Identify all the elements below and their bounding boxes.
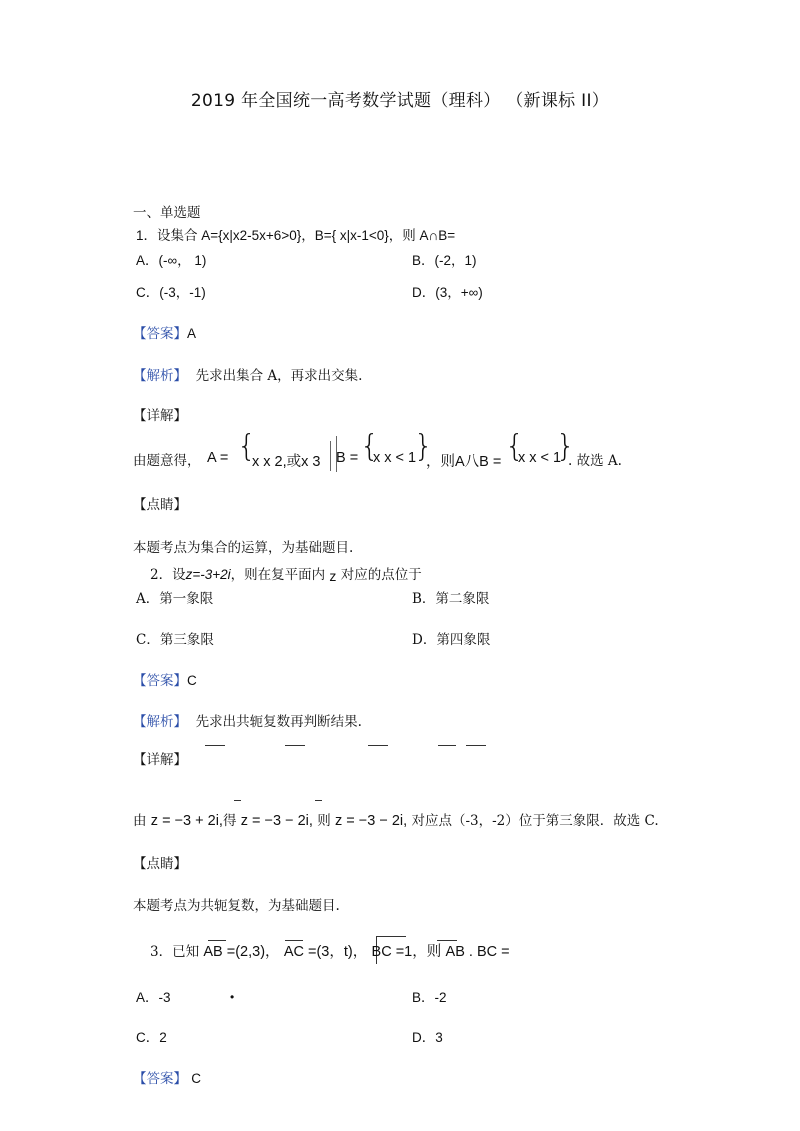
- answer-tag: 【答案】: [133, 326, 187, 342]
- q2-option-b: B．第二象限: [412, 591, 490, 607]
- analysis-tag: 【解析】: [133, 714, 187, 730]
- q2-detail-line: [133, 813, 659, 829]
- q1-set2: x x < 1: [373, 450, 417, 466]
- q3-stem-prefix: 3．已知: [150, 944, 200, 960]
- q2-answer: [133, 673, 197, 689]
- q3-option-c: C．2: [136, 1030, 167, 1045]
- q1-option-c: C．(-3，-1): [136, 285, 206, 300]
- q3-stem-dot: AB . BC =: [445, 944, 510, 960]
- q1-set3: x x < 1: [518, 450, 562, 466]
- q2-stem-mid: ，则在复平面内: [230, 567, 326, 583]
- q2-stem-var: z: [329, 568, 337, 584]
- analysis-text: 先求出集合 A，再求出交集.: [195, 368, 363, 384]
- answer-tag: 【答案】: [133, 673, 187, 689]
- q3-stem-ab: AB =(2,3)，: [203, 944, 280, 960]
- q1-detail-end: . 故选 A.: [568, 453, 622, 469]
- answer-value: C: [187, 673, 197, 688]
- vector-bar: [437, 940, 457, 941]
- q2-eq2: z = −3 − 2i,: [240, 813, 313, 829]
- left-brace-icon: {: [237, 429, 257, 464]
- q2-stem-prefix: 2．设: [150, 567, 186, 583]
- q3-option-a: A．-3: [136, 990, 171, 1005]
- stray-overline: [205, 745, 225, 746]
- stray-dot: •: [230, 990, 235, 1004]
- q3-stem: [150, 944, 510, 960]
- q3-stem-ac: AC =(3，t)，: [283, 944, 368, 960]
- q2-option-d: D．第四象限: [412, 632, 491, 648]
- right-brace-icon: }: [414, 429, 434, 464]
- q2-comment: 本题考点为共轭复数，为基础题目.: [133, 898, 340, 914]
- vector-bar: [285, 940, 303, 941]
- conjugate-bar: [234, 800, 241, 801]
- q1-detail-prefix: 由题意得，: [133, 453, 201, 469]
- q1-option-a: A．(-∞， 1): [136, 253, 207, 268]
- q1-analysis: [133, 368, 362, 384]
- analysis-text: 先求出共轭复数再判断结果.: [195, 714, 362, 730]
- q3-answer: [133, 1071, 201, 1087]
- q2-detail-ze: 则: [317, 813, 331, 829]
- q2-eq1: z = −3 + 2i,: [150, 813, 223, 829]
- q1-detail-b: B =: [336, 450, 359, 466]
- answer-tag: 【答案】: [133, 1071, 187, 1087]
- q1-detail-then: ，则A八B =: [426, 454, 502, 470]
- analysis-tag: 【解析】: [133, 368, 187, 384]
- q1-option-d: D．(3，+∞): [412, 285, 483, 300]
- q2-stem-z: z=-3+2i: [185, 567, 231, 582]
- q1-comment-tag: 【点睛】: [133, 497, 187, 513]
- q1-stem: 1．设集合 A={x|x2-5x+6>0}，B={ x|x-1<0}，则 A∩B=: [136, 228, 456, 243]
- conjugate-bar: [315, 800, 322, 801]
- set-separator: [330, 441, 331, 471]
- q2-option-c: C．第三象限: [136, 632, 214, 648]
- q1-comment: 本题考点为集合的运算，为基础题目.: [133, 540, 354, 556]
- q1-answer: [133, 326, 196, 342]
- q2-detail-end: 对应点（-3，-2）位于第三象限．故选 C.: [411, 813, 659, 829]
- section-heading: 一、单选题: [133, 205, 201, 221]
- q1-set1: x x 2,或x 3: [252, 454, 321, 470]
- q2-detail-de: 得: [222, 813, 237, 829]
- q1-detail-a: A =: [207, 450, 229, 466]
- stray-overline: [285, 745, 305, 746]
- answer-value: C: [191, 1071, 202, 1086]
- q3-option-d: D．3: [412, 1030, 443, 1045]
- q2-option-a: A．第一象限: [136, 591, 214, 607]
- q2-detail-you: 由: [133, 813, 147, 829]
- page-title: 2019 年全国统一高考数学试题（理科） （新课标 II）: [190, 91, 610, 111]
- q2-stem: [150, 566, 422, 583]
- q2-stem-end: 对应的点位于: [340, 567, 422, 583]
- vector-bar: [208, 940, 226, 941]
- stray-overline: [438, 745, 456, 746]
- q1-detail-tag: 【详解】: [133, 408, 187, 424]
- q2-comment-tag: 【点睛】: [133, 856, 187, 872]
- vector-bar: [376, 936, 406, 937]
- left-brace-icon: {: [505, 429, 525, 464]
- q2-analysis: [133, 714, 362, 730]
- right-brace-icon: }: [556, 429, 576, 464]
- q2-detail-tag: 【详解】: [133, 752, 187, 768]
- stray-overline: [368, 745, 388, 746]
- q2-eq3: z = −3 − 2i,: [335, 813, 408, 829]
- q1-option-b: B．(-2，1): [412, 253, 477, 268]
- q3-option-b: B．-2: [412, 990, 447, 1005]
- q3-stem-bc: BC =1，则: [371, 944, 442, 960]
- stray-overline: [466, 745, 486, 746]
- answer-value: A: [187, 326, 197, 341]
- left-brace-icon: {: [360, 429, 380, 464]
